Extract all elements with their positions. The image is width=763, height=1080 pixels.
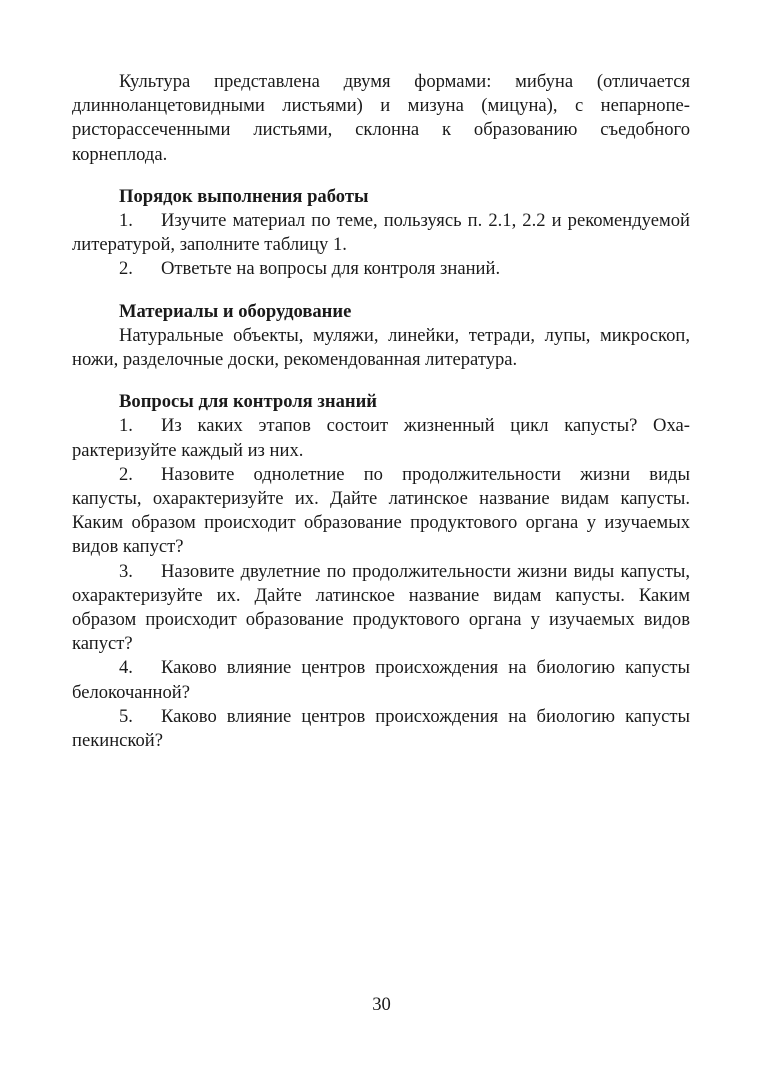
item-number: 3. xyxy=(119,560,133,582)
intro-paragraph: Культура представлена двумя формами: мибуна (отличается длинноланцетовидными листьями) и мизуна (мицуна), с непарноперисторассеченными листьями, склонна к образованию съедобного корнеплода. xyxy=(72,71,690,165)
questions-heading: Вопросы для контроля знаний xyxy=(119,391,378,413)
spacer xyxy=(72,372,690,390)
procedure-heading: Порядок выполнения работы xyxy=(119,185,369,207)
item-text: Из каких этапов состоит жизненный цикл капусты? Охарактеризуйте каждый из них. xyxy=(72,415,690,461)
procedure-item xyxy=(72,209,690,257)
item-number: 1. xyxy=(119,415,133,437)
materials-heading: Материалы и оборудование xyxy=(119,300,352,322)
question-item xyxy=(72,705,690,753)
question-item xyxy=(72,463,690,560)
question-item xyxy=(72,560,690,657)
item-text: Каково влияние центров происхождения на биологию капусты белокочанной? xyxy=(72,657,690,703)
procedure-item xyxy=(72,257,690,281)
spacer xyxy=(72,282,690,300)
item-number: 4. xyxy=(119,657,133,679)
item-text: Изучите материал по теме, пользуясь п. 2.1, 2.2 и рекомендуемой литературой, заполните таблицу 1. xyxy=(72,210,690,256)
question-item xyxy=(72,414,690,462)
item-text: Назовите однолетние по продолжительности жизни виды капусты, охарактеризуйте их. Дайте латинское название видам капусты. Каким образом происходит образование продуктового органа у изучаемых видов капуст? xyxy=(72,463,690,558)
item-number: 1. xyxy=(119,210,133,232)
spacer xyxy=(72,167,690,185)
item-text: Назовите двулетние по продолжительности жизни виды капусты, охарактеризуйте их. Дайте латинское название видам капусты. Каким образом происходит образование продуктового органа у изучаемых видов капуст? xyxy=(72,560,690,655)
item-text: Каково влияние центров происхождения на биологию капусты пекинской? xyxy=(72,705,690,752)
materials-paragraph: Натуральные объекты, муляжи, линейки, тетради, лупы, микроскоп, ножи, разделочные доски, рекомендованная литература. xyxy=(72,324,690,371)
item-number: 2. xyxy=(119,258,133,280)
item-number: 5. xyxy=(119,705,133,727)
page-number: 30 xyxy=(372,994,391,1015)
page-body xyxy=(72,70,690,753)
item-number: 2. xyxy=(119,463,133,485)
item-text: Ответьте на вопросы для контроля знаний. xyxy=(161,258,501,280)
question-item xyxy=(72,656,690,704)
